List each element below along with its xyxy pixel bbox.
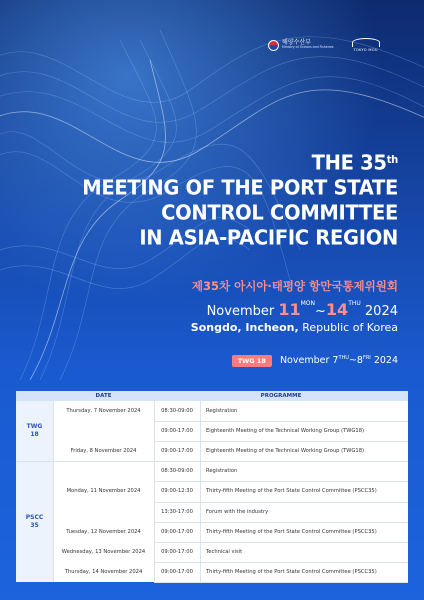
title-line-3: CONTROL COMMITTEE bbox=[161, 200, 398, 225]
schedule-event-cell: Forum with the industry bbox=[206, 508, 269, 515]
schedule-date-cell bbox=[53, 421, 154, 441]
schedule-date-cell bbox=[53, 461, 154, 481]
schedule-time-cell: 08:30-09:00 bbox=[161, 468, 193, 475]
dates-end-day: 14 bbox=[325, 300, 349, 319]
taegeuk-icon bbox=[268, 40, 279, 51]
schedule-event-cell: Thirty-fifth Meeting of the Port State Control Committee (PSCC35) bbox=[206, 528, 377, 535]
schedule-time-cell: 09:00-17:00 bbox=[161, 548, 193, 555]
schedule-time-cell: 13:30-17:00 bbox=[161, 508, 193, 515]
ministry-logo bbox=[268, 40, 334, 51]
column-divider bbox=[154, 401, 155, 582]
tokyo-mou-label: TOKYO MOU bbox=[353, 48, 378, 52]
schedule-time-cell: 09:00-12:30 bbox=[161, 488, 193, 495]
schedule-event-cell: Thirty-fifth Meeting of the Port State Control Committee (PSCC35) bbox=[206, 568, 377, 575]
schedule-event-cell: Registration bbox=[206, 468, 238, 475]
header-date: DATE bbox=[95, 393, 112, 399]
column-divider bbox=[53, 401, 54, 582]
dates-year: 2024 bbox=[364, 304, 398, 319]
dates-start-dow: MON bbox=[300, 300, 316, 307]
venue-country: Republic of Korea bbox=[302, 321, 398, 334]
dates-month: November bbox=[206, 304, 275, 319]
schedule-time-cell: 09:00-17:00 bbox=[161, 568, 193, 575]
schedule-time-cell: 09:00-17:00 bbox=[161, 428, 193, 435]
row-divider bbox=[154, 582, 408, 583]
dates-start-day: 11 bbox=[278, 300, 301, 319]
event-venue bbox=[191, 321, 398, 334]
group-label: TWG 18 bbox=[16, 401, 53, 461]
schedule-time-cell: 09:00-17:00 bbox=[161, 528, 193, 535]
ministry-name-english: Ministry of Oceans and Fisheries bbox=[282, 45, 334, 50]
schedule-event-cell: Registration bbox=[206, 408, 238, 415]
header-programme: PROGRAMME bbox=[260, 393, 302, 399]
schedule-time-cell: 09:00-17:00 bbox=[161, 448, 193, 455]
poster-title bbox=[82, 150, 398, 250]
title-line-4: IN ASIA-PACIFIC REGION bbox=[139, 225, 398, 250]
table-header bbox=[16, 391, 408, 401]
column-divider bbox=[200, 401, 201, 582]
schedule-event-cell: Technical visit bbox=[206, 548, 243, 555]
schedule-date-cell: Wednesday, 13 November 2024 bbox=[61, 548, 146, 555]
schedule-event-cell: Eighteenth Meeting of the Technical Working Group (TWG18) bbox=[206, 428, 365, 435]
schedule-date-cell: Tuesday, 12 November 2024 bbox=[66, 528, 141, 535]
dates-separator: ~ bbox=[315, 304, 326, 319]
event-dates bbox=[207, 300, 398, 319]
twg-date-text: November $7^{THU}\sim 8^{FRI}$ 2024 bbox=[279, 355, 398, 367]
schedule-date-cell: Thursday, 7 November 2024 bbox=[66, 408, 141, 415]
schedule-event-cell: Thirty-fifth Meeting of the Port State Control Committee (PSCC35) bbox=[206, 488, 377, 495]
schedule-date-cell: Monday, 11 November 2024 bbox=[66, 488, 141, 495]
tokyo-mou-logo bbox=[352, 38, 380, 52]
schedule-date-cell: Friday, 8 November 2024 bbox=[70, 448, 137, 455]
schedule-time-cell: 08:30-09:00 bbox=[161, 408, 193, 415]
ministry-name-korean: 해양수산부 bbox=[282, 39, 311, 47]
group-label: PSCC 35 bbox=[16, 461, 53, 582]
twg-badge: TWG 18 bbox=[232, 355, 272, 367]
twg-dates bbox=[232, 355, 398, 367]
schedule-event-cell: Eighteenth Meeting of the Technical Working Group (TWG18) bbox=[206, 448, 365, 455]
schedule-date-cell bbox=[53, 502, 154, 522]
venue-city: Songdo, Incheon, bbox=[190, 321, 299, 334]
korean-title: 제35차 아시아·태평양 항만국통제위원회 bbox=[191, 279, 398, 293]
dates-end-dow: THU bbox=[348, 300, 361, 307]
schedule-date-cell: Thursday, 14 November 2024 bbox=[64, 568, 143, 575]
schedule-table bbox=[16, 391, 408, 582]
title-line-2: MEETING OF THE PORT STATE bbox=[82, 175, 398, 200]
title-line-1: THE 35th bbox=[311, 150, 398, 175]
logo-bar bbox=[268, 38, 380, 52]
tokyo-mou-emblem-icon bbox=[352, 38, 380, 47]
